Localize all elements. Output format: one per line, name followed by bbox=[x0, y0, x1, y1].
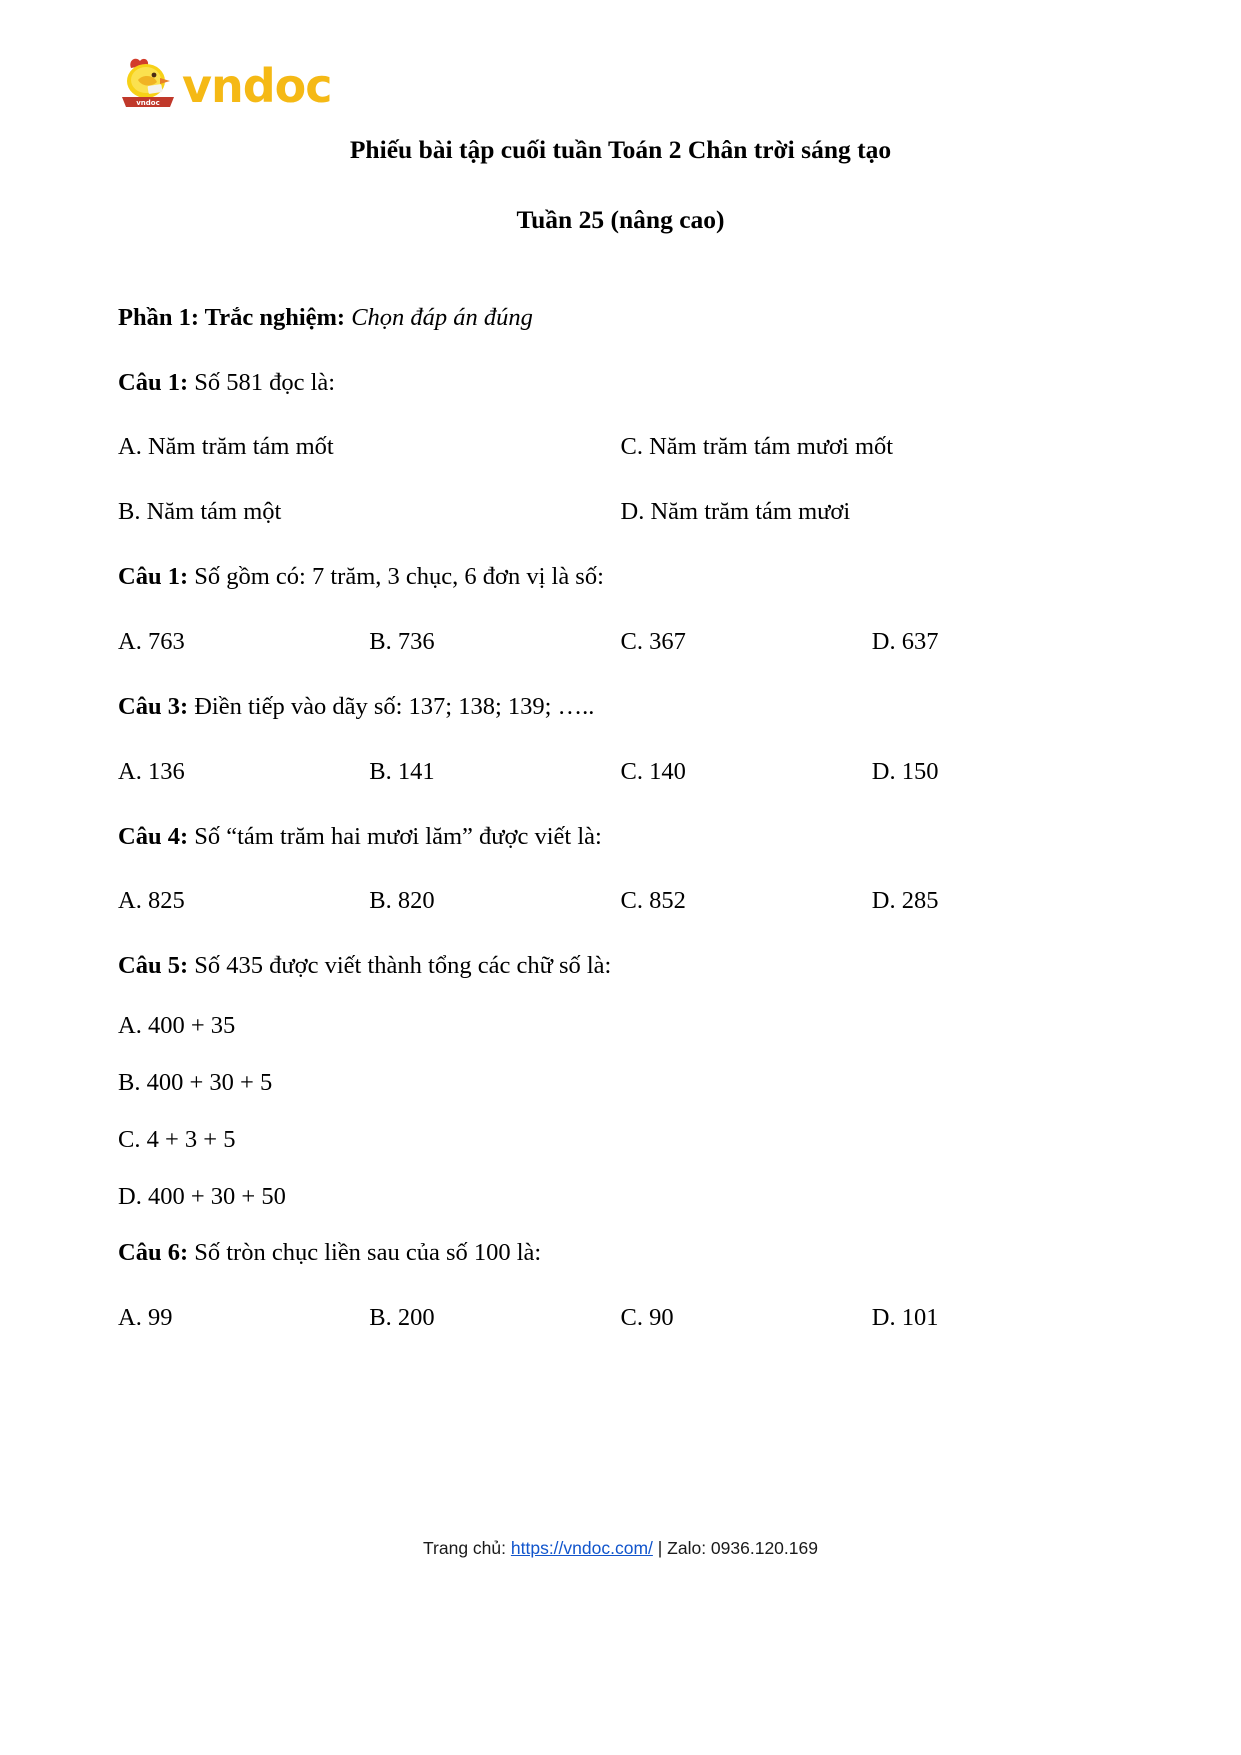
question-6-options-row bbox=[118, 1302, 1123, 1334]
question-6-option-b[interactable]: B. 200 bbox=[369, 1304, 435, 1332]
section-heading bbox=[118, 302, 1123, 334]
question-5-option-b[interactable]: B. 400 + 30 + 5 bbox=[118, 1068, 273, 1096]
vndoc-mascot-icon bbox=[118, 54, 178, 112]
question-5-option-d[interactable]: D. 400 + 30 + 50 bbox=[118, 1182, 286, 1210]
question-2-option-a[interactable]: A. 763 bbox=[118, 627, 185, 655]
question-6-text: Số tròn chục liền sau của số 100 là: bbox=[188, 1239, 542, 1267]
question-5-label: Câu 5: bbox=[118, 952, 189, 980]
question-2-options-row bbox=[118, 626, 1123, 658]
section-instruction: Chọn đáp án đúng bbox=[351, 303, 533, 331]
footer-prefix: Trang chủ: bbox=[423, 1538, 511, 1558]
page-subtitle: Tuần 25 (nâng cao) bbox=[516, 204, 725, 234]
question-4-option-c[interactable]: C. 852 bbox=[620, 887, 686, 915]
question-2-option-d[interactable]: D. 637 bbox=[871, 627, 939, 655]
question-1-option-c[interactable]: C. Năm trăm tám mươi mốt bbox=[620, 433, 894, 461]
question-3-label: Câu 3: bbox=[118, 692, 189, 720]
vndoc-logo[interactable] bbox=[118, 52, 332, 114]
question-6-label: Câu 6: bbox=[118, 1239, 189, 1267]
question-3-option-b[interactable]: B. 141 bbox=[369, 757, 435, 785]
svg-text:vndoc: vndoc bbox=[136, 99, 160, 107]
question-4-option-b[interactable]: B. 820 bbox=[369, 887, 435, 915]
footer-suffix: | Zalo: 0936.120.169 bbox=[652, 1538, 818, 1558]
footer-homepage-link[interactable]: https://vndoc.com/ bbox=[510, 1538, 653, 1558]
question-4-prompt bbox=[118, 821, 1123, 853]
question-4-label: Câu 4: bbox=[118, 822, 189, 850]
question-6-prompt bbox=[118, 1237, 1123, 1269]
question-1-option-a[interactable]: A. Năm trăm tám mốt bbox=[118, 433, 334, 461]
question-5-option-c[interactable]: C. 4 + 3 + 5 bbox=[118, 1125, 236, 1153]
section-label: Phần 1: Trắc nghiệm: bbox=[118, 303, 346, 331]
question-2-option-b[interactable]: B. 736 bbox=[369, 627, 435, 655]
question-5-prompt bbox=[118, 950, 1123, 982]
question-1-text: Số 581 đọc là: bbox=[188, 368, 336, 396]
question-6-option-c[interactable]: C. 90 bbox=[620, 1304, 674, 1332]
question-3-prompt bbox=[118, 691, 1123, 723]
question-3-option-c[interactable]: C. 140 bbox=[620, 757, 686, 785]
question-1-options-row-2 bbox=[118, 496, 1123, 528]
question-1-options-row-1 bbox=[118, 431, 1123, 463]
question-3-text: Điền tiếp vào dãy số: 137; 138; 139; ….. bbox=[188, 692, 595, 720]
question-6-option-d[interactable]: D. 101 bbox=[871, 1304, 939, 1332]
page-footer bbox=[0, 1538, 1241, 1559]
question-1-prompt bbox=[118, 367, 1123, 399]
question-3-option-d[interactable]: D. 150 bbox=[871, 757, 939, 785]
vndoc-logo-text: vndoc bbox=[182, 59, 332, 113]
question-4-option-d[interactable]: D. 285 bbox=[871, 887, 939, 915]
question-1-option-d[interactable]: D. Năm trăm tám mươi bbox=[620, 498, 851, 526]
question-4-option-a[interactable]: A. 825 bbox=[118, 887, 185, 915]
question-4-text: Số “tám trăm hai mươi lăm” được viết là: bbox=[188, 822, 602, 850]
question-1-label: Câu 1: bbox=[118, 368, 189, 396]
question-5-text: Số 435 được viết thành tổng các chữ số là: bbox=[188, 952, 612, 980]
question-6-option-a[interactable]: A. 99 bbox=[118, 1304, 173, 1332]
question-2-label: Câu 1: bbox=[118, 563, 189, 591]
question-2-prompt bbox=[118, 561, 1123, 593]
page-title: Phiếu bài tập cuối tuần Toán 2 Chân trời sáng tạo bbox=[349, 135, 892, 164]
document-content bbox=[118, 236, 1123, 1334]
question-1-option-b[interactable]: B. Năm tám một bbox=[118, 498, 282, 526]
question-2-option-c[interactable]: C. 367 bbox=[620, 627, 686, 655]
question-5-option-a[interactable]: A. 400 + 35 bbox=[118, 1012, 236, 1040]
question-4-options-row bbox=[118, 885, 1123, 917]
question-3-option-a[interactable]: A. 136 bbox=[118, 757, 185, 785]
question-3-options-row bbox=[118, 756, 1123, 788]
question-2-text: Số gồm có: 7 trăm, 3 chục, 6 đơn vị là số: bbox=[188, 563, 604, 591]
